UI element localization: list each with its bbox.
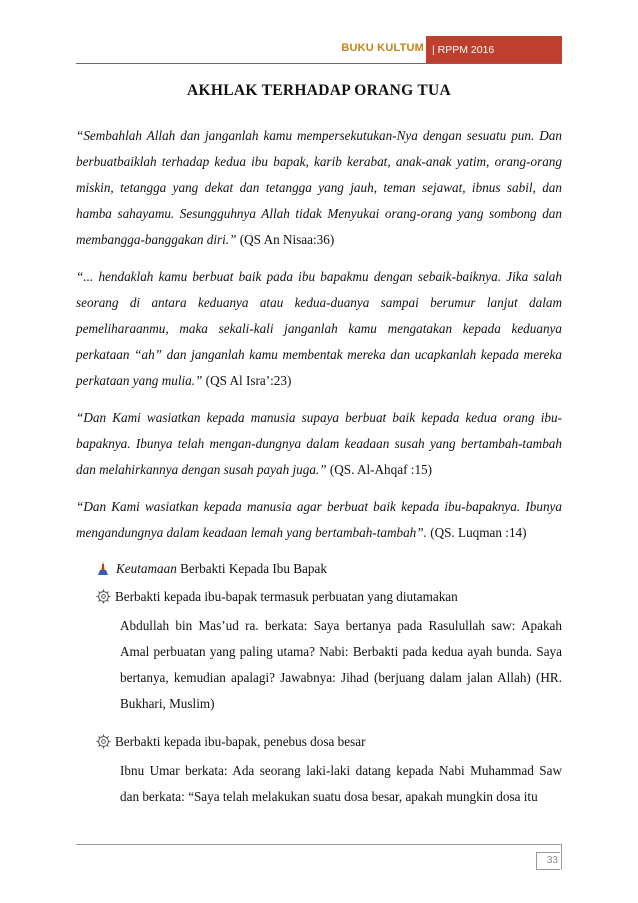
section-heading-italic: Keutamaan [116,561,177,576]
verse-paragraph [76,264,562,394]
verse-paragraph [76,494,562,546]
point-body: Abdullah bin Mas’ud ra. berkata: Saya bertanya pada Rasulullah saw: Apakah Amal perbuatan yang paling utama? Nabi: Berbakti pada kedua ayah bunda. Saya bertanya, kemudian apalagi? Jawabnya: Jihad (berjuang dalam jalan Allah) (HR. Bukhari, Muslim) [120,618,562,711]
section-heading [96,557,562,581]
verse-text: “Sembahlah Allah dan janganlah kamu mempersekutukan-Nya dengan sesuatu pun. Dan berbuatbaiklah terhadap kedua ibu bapak, karib kerabat, anak-anak yatim, orang-orang miskin, tetangga yang dekat dan tetangga yang jauh, teman sejawat, ibnus sabil, dan hamba sahayamu. Sesungguhnya Allah tidak Menyukai orang-orang yang sombong dan membangga-banggakan diri.” [76,128,562,247]
verse-text: “... hendaklah kamu berbuat baik pada ibu bapakmu dengan sebaik-baiknya. Jika salah seorang di antara keduanya atau kedua-duanya sampai berumur lanjut dalam pemeliharaanmu, maka sekali-kali janganlah kamu mengatakan kepada keduanya perkataan “ah” dan janganlah kamu membentak mereka dan ucapkanlah kepada mereka perkataan yang mulia.” [76,269,562,388]
page-header [76,36,562,64]
header-rppm-badge: | RPPM 2016 [426,36,562,64]
point-body: Ibnu Umar berkata: Ada seorang laki-laki datang kepada Nabi Muhammad Saw dan berkata: “Saya telah melakukan suatu dosa besar, apakah mungkin dosa itu [120,763,562,805]
point-heading [96,585,562,609]
verse-paragraph [76,405,562,483]
point-label: Berbakti kepada ibu-bapak, penebus dosa besar [115,734,366,750]
section-heading-text: Berbakti Kepada Ibu Bapak [176,561,327,576]
verse-paragraph [76,123,562,253]
main-content [76,123,562,823]
gear-icon [96,588,111,603]
header-book-title: BUKU KULTUM [341,42,424,54]
page-title: AKHLAK TERHADAP ORANG TUA [187,82,451,99]
header-rule [76,63,562,64]
footer-edge [561,844,562,870]
pencil-flag-icon [96,559,110,573]
verse-text: “Dan Kami wasiatkan kepada manusia agar berbuat baik kepada ibu-bapaknya. Ibunya mengandungnya dalam keadaan lemah yang bertambah-tambah”. [76,499,562,540]
verse-reference: (QS. Al-Ahqaf :15) [326,462,433,477]
gear-icon [96,733,111,748]
verse-reference: (QS. Luqman :14) [426,525,527,540]
verse-reference: (QS Al Isra’:23) [202,373,292,388]
footer-rule [76,844,562,845]
point-heading [96,730,562,754]
point-label: Berbakti kepada ibu-bapak termasuk perbuatan yang diutamakan [115,589,458,604]
verse-reference: (QS An Nisaa:36) [236,232,335,247]
page-number: 33 [536,852,560,870]
verse-text: “Dan Kami wasiatkan kepada manusia supaya berbuat baik kepada kedua orang ibu-bapaknya. Ibunya telah mengan-dungnya dalam keadaan susah yang bertambah-tambah dan melahirkannya dengan susah payah juga.” [76,410,562,477]
